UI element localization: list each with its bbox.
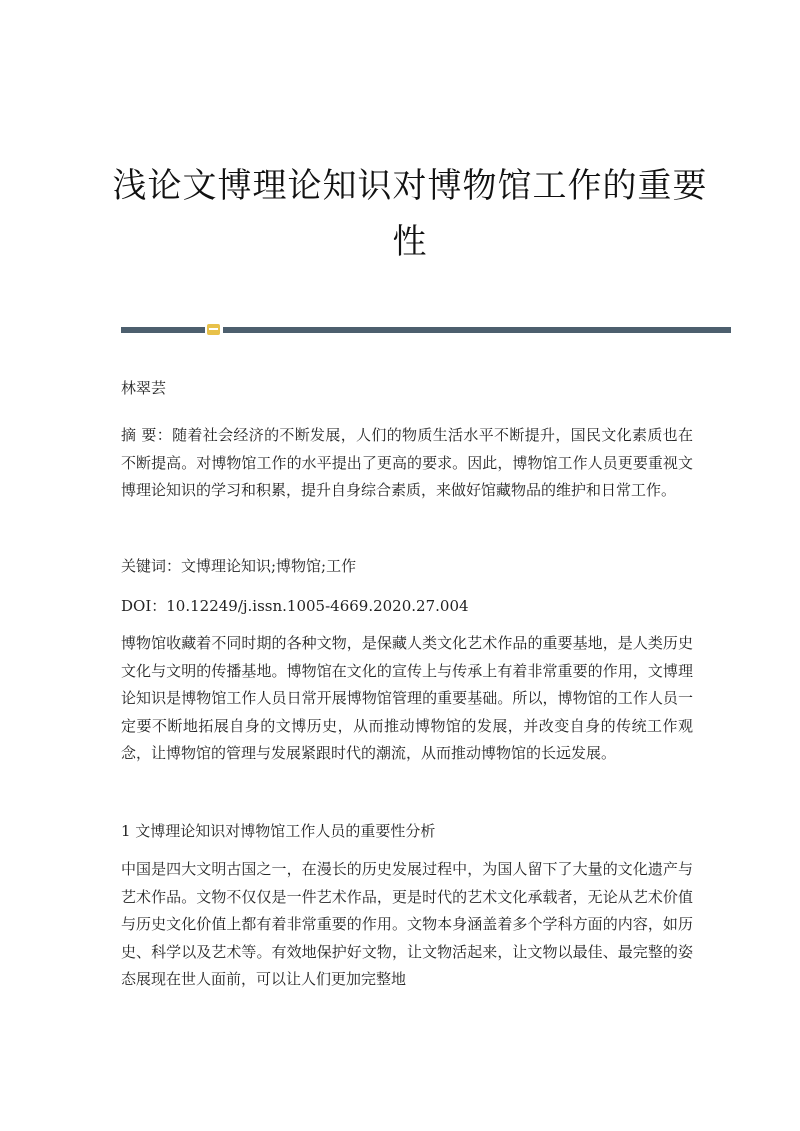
body-paragraph-1: 博物馆收藏着不同时期的各种文物，是保藏人类文化艺术作品的重要基地，是人类历史文化与文明的传播基地。博物馆在文化的宣传上与传承上有着非常重要的作用，文博理论知识是博物馆工作人员日常开展博物馆管理的重要基础。所以，博物馆的工作人员一定要不断地拓展自身的文博历史，从而推动博物馆的发展，并改变自身的传统工作观念，让博物馆的管理与发展紧跟时代的潮流，从而推动博物馆的长远发展。: [121, 634, 693, 762]
keywords: 关键词：文博理论知识;博物馆;工作: [121, 557, 357, 575]
abstract: 摘 要：随着社会经济的不断发展，人们的物质生活水平不断提升，国民文化素质也在不断提高。对博物馆工作的水平提出了更高的要求。因此，博物馆工作人员更要重视文博理论知识的学习和积累，提升自身综合素质，来做好馆藏物品的维护和日常工作。: [121, 426, 693, 499]
body-paragraph-2: 中国是四大文明古国之一，在漫长的历史发展过程中，为国人留下了大量的文化遗产与艺术作品。文物不仅仅是一件艺术作品，更是时代的艺术文化承载者，无论从艺术价值与历史文化价值上都有着非常重要的作用。文物本身涵盖着多个学科方面的内容，如历史、科学以及艺术等。有效地保护好文物，让文物活起来，让文物以最佳、最完整的姿态展现在世人面前，可以让人们更加完整地: [121, 860, 693, 988]
doi: DOI：10.12249/j.issn.1005-4669.2020.27.004: [121, 597, 469, 615]
article-title: 浅论文博理论知识对博物馆工作的重要性: [112, 166, 708, 262]
divider-bar-left: [121, 327, 205, 333]
title-divider: [121, 324, 731, 334]
divider-ornament-icon: [207, 324, 220, 335]
divider-bar-right: [223, 327, 731, 333]
section-heading-1: 1 文博理论知识对博物馆工作人员的重要性分析: [121, 822, 436, 840]
author-name: 林翠芸: [121, 379, 167, 397]
